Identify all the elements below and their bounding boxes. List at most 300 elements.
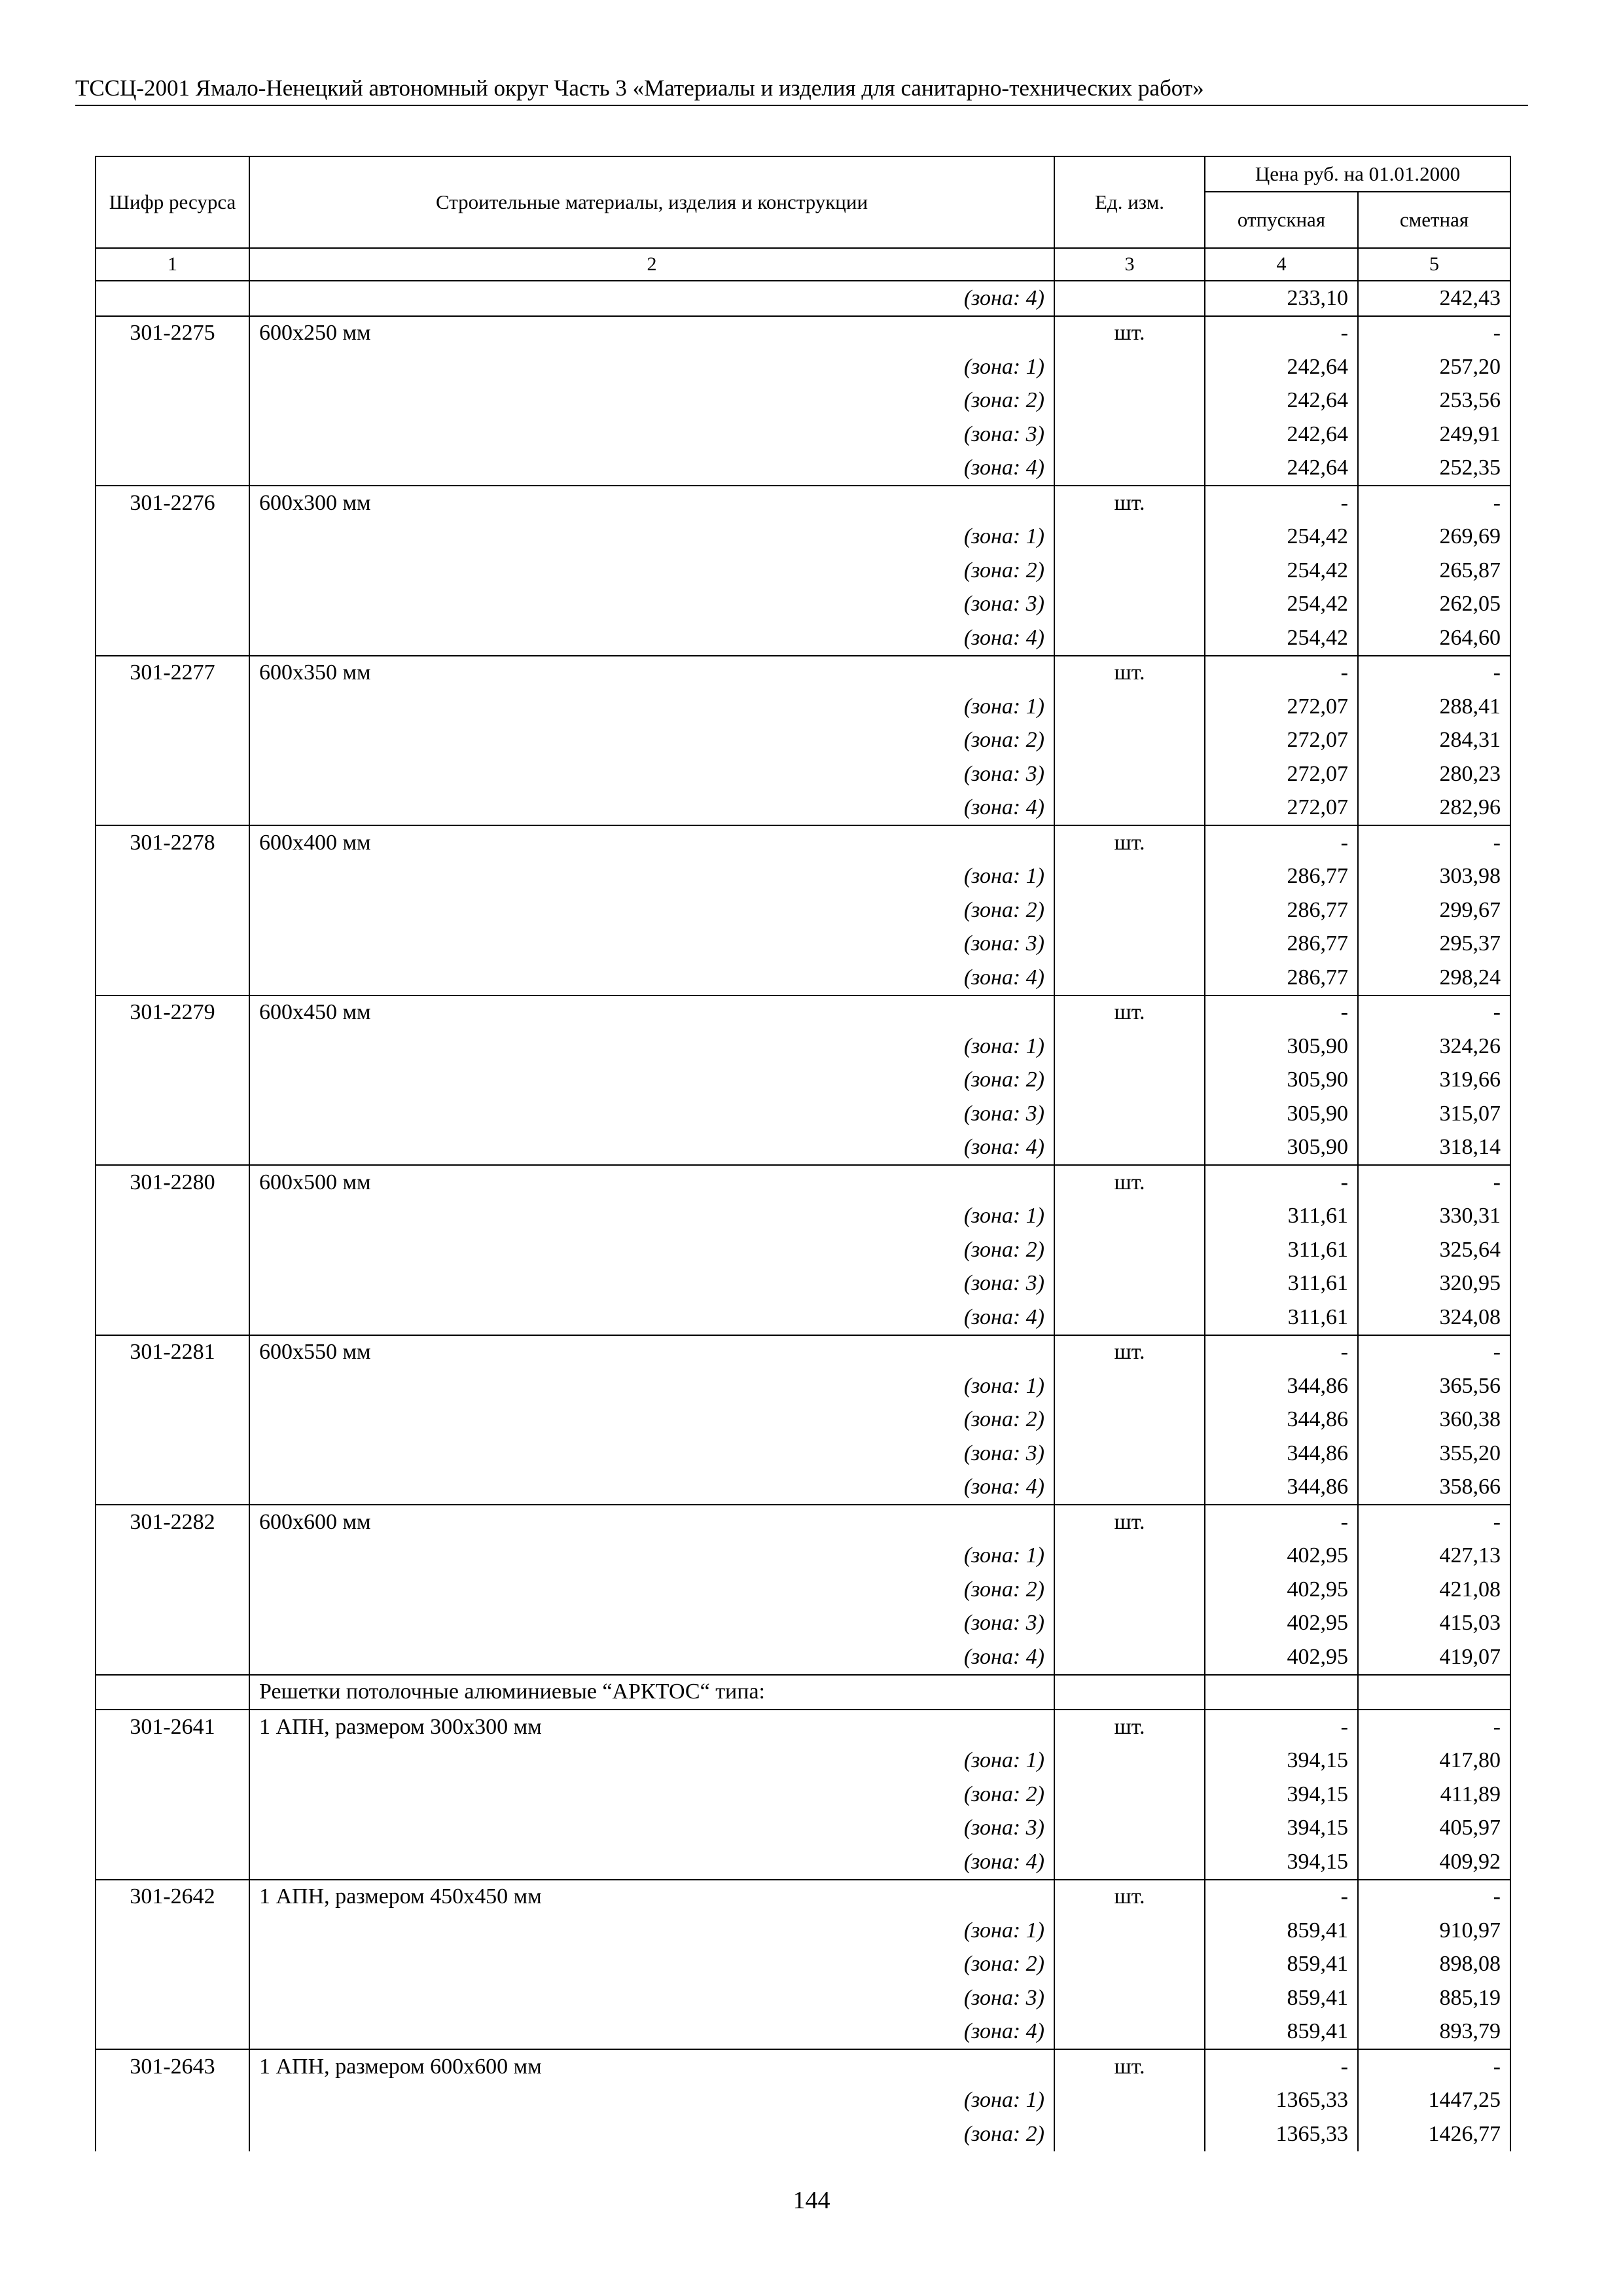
estimate-price-cell: -: [1358, 486, 1510, 520]
zone-label-cell: (зона: 4): [249, 2015, 1054, 2050]
resource-code-cell: [96, 350, 249, 384]
unit-cell: [1054, 1948, 1205, 1982]
resource-code-cell: [96, 1948, 249, 1982]
page-header-title: ТССЦ-2001 Ямало-Ненецкий автономный округ Часть 3 «Материалы и изделия для санитарно-технических работ»: [75, 73, 1528, 106]
zone-label-cell: (зона: 1): [249, 1030, 1054, 1064]
resource-code-cell: 301-2642: [96, 1880, 249, 1914]
resource-code-cell: [96, 1403, 249, 1437]
release-price-cell: -: [1205, 996, 1358, 1030]
unit-cell: [1054, 1812, 1205, 1846]
release-price-cell: 305,90: [1205, 1064, 1358, 1098]
release-price-cell: 859,41: [1205, 1914, 1358, 1948]
estimate-price-cell: 249,91: [1358, 418, 1510, 452]
resource-code-cell: 301-2641: [96, 1710, 249, 1744]
column-number: 2: [249, 248, 1054, 281]
resource-code-cell: [96, 554, 249, 588]
resource-code-cell: [96, 281, 249, 316]
unit-cell: шт.: [1054, 996, 1205, 1030]
release-price-cell: 344,86: [1205, 1369, 1358, 1403]
table-row: [96, 621, 1510, 656]
resource-code-cell: [96, 791, 249, 826]
release-price-cell: -: [1205, 1505, 1358, 1539]
unit-cell: [1054, 588, 1205, 622]
zone-label-cell: (зона: 3): [249, 1437, 1054, 1471]
table-row: [96, 893, 1510, 927]
release-price-cell: 233,10: [1205, 281, 1358, 316]
release-price-cell: 394,15: [1205, 1812, 1358, 1846]
unit-cell: [1054, 621, 1205, 656]
resource-code-cell: [96, 961, 249, 996]
resource-code-cell: [96, 1030, 249, 1064]
table-row: [96, 1505, 1510, 1539]
estimate-price-cell: -: [1358, 1505, 1510, 1539]
unit-cell: [1054, 554, 1205, 588]
release-price-cell: 394,15: [1205, 1778, 1358, 1812]
estimate-price-cell: 315,07: [1358, 1097, 1510, 1131]
resource-code-cell: [96, 1845, 249, 1880]
estimate-price-cell: -: [1358, 1165, 1510, 1200]
table-row: [96, 690, 1510, 724]
zone-label-cell: (зона: 4): [249, 1471, 1054, 1505]
zone-label-cell: (зона: 3): [249, 1267, 1054, 1301]
release-price-cell: 859,41: [1205, 1981, 1358, 2015]
release-price-cell: -: [1205, 1880, 1358, 1914]
resource-code-cell: [96, 2015, 249, 2050]
estimate-price-cell: 257,20: [1358, 350, 1510, 384]
group-title-cell: Решетки потолочные алюминиевые “АРКТОС“ типа:: [249, 1675, 1054, 1710]
estimate-price-cell: 265,87: [1358, 554, 1510, 588]
resource-code-cell: [96, 1812, 249, 1846]
resource-code-cell: 301-2280: [96, 1165, 249, 1200]
estimate-price-cell: 427,13: [1358, 1539, 1510, 1573]
zone-label-cell: (зона: 2): [249, 1573, 1054, 1607]
resource-code-cell: [96, 1744, 249, 1778]
unit-cell: [1054, 1131, 1205, 1166]
release-price-cell: 254,42: [1205, 621, 1358, 656]
resource-code-cell: [96, 520, 249, 554]
table-row: [96, 588, 1510, 622]
resource-code-cell: [96, 1573, 249, 1607]
resource-code-cell: [96, 1471, 249, 1505]
unit-cell: [1054, 384, 1205, 418]
zone-label-cell: (зона: 3): [249, 1981, 1054, 2015]
zone-label-cell: (зона: 2): [249, 384, 1054, 418]
unit-cell: шт.: [1054, 1710, 1205, 1744]
zone-label-cell: (зона: 2): [249, 893, 1054, 927]
table-row: [96, 350, 1510, 384]
table-row: [96, 1880, 1510, 1914]
unit-cell: [1054, 1675, 1205, 1710]
estimate-price-cell: -: [1358, 996, 1510, 1030]
unit-cell: [1054, 1097, 1205, 1131]
release-price-cell: 242,64: [1205, 452, 1358, 486]
table-row: [96, 486, 1510, 520]
estimate-price-cell: -: [1358, 1880, 1510, 1914]
resource-code-cell: [96, 384, 249, 418]
unit-cell: [1054, 1914, 1205, 1948]
unit-cell: [1054, 690, 1205, 724]
unit-cell: [1054, 2015, 1205, 2050]
resource-code-cell: [96, 1914, 249, 1948]
table-row: [96, 1710, 1510, 1744]
zone-label-cell: (зона: 1): [249, 1539, 1054, 1573]
table-row: [96, 452, 1510, 486]
resource-code-cell: [96, 1369, 249, 1403]
estimate-price-cell: 264,60: [1358, 621, 1510, 656]
zone-label-cell: (зона: 1): [249, 1744, 1054, 1778]
release-price-cell: 402,95: [1205, 1573, 1358, 1607]
resource-code-cell: [96, 1064, 249, 1098]
release-price-cell: 242,64: [1205, 384, 1358, 418]
table-body: [96, 281, 1510, 2151]
release-price-cell: 286,77: [1205, 893, 1358, 927]
estimate-price-cell: 324,08: [1358, 1300, 1510, 1335]
release-price-cell: 286,77: [1205, 927, 1358, 961]
unit-cell: [1054, 1607, 1205, 1641]
unit-cell: [1054, 1437, 1205, 1471]
unit-cell: шт.: [1054, 1505, 1205, 1539]
estimate-price-cell: 358,66: [1358, 1471, 1510, 1505]
resource-code-cell: [96, 927, 249, 961]
estimate-price-cell: -: [1358, 316, 1510, 351]
resource-code-cell: [96, 1640, 249, 1675]
zone-label-cell: (зона: 2): [249, 1948, 1054, 1982]
release-price-cell: 344,86: [1205, 1437, 1358, 1471]
estimate-price-cell: [1358, 1675, 1510, 1710]
release-price-cell: -: [1205, 1335, 1358, 1370]
unit-cell: [1054, 860, 1205, 894]
table-header-row: [96, 156, 1510, 192]
zone-label-cell: (зона: 3): [249, 757, 1054, 791]
unit-cell: [1054, 1369, 1205, 1403]
estimate-price-cell: 298,24: [1358, 961, 1510, 996]
price-table-container: [95, 156, 1510, 2151]
resource-code-cell: [96, 1267, 249, 1301]
resource-code-cell: [96, 452, 249, 486]
item-name-cell: 600х250 мм: [249, 316, 1054, 351]
unit-cell: шт.: [1054, 316, 1205, 351]
column-header-name: Строительные материалы, изделия и конструкции: [249, 156, 1054, 248]
column-header-unit: Ед. изм.: [1054, 156, 1205, 248]
unit-cell: [1054, 1200, 1205, 1234]
resource-code-cell: 301-2279: [96, 996, 249, 1030]
release-price-cell: 305,90: [1205, 1030, 1358, 1064]
estimate-price-cell: 330,31: [1358, 1200, 1510, 1234]
resource-code-cell: [96, 690, 249, 724]
table-row: [96, 1778, 1510, 1812]
resource-code-cell: [96, 1778, 249, 1812]
unit-cell: шт.: [1054, 1165, 1205, 1200]
table-row: [96, 1948, 1510, 1982]
estimate-price-cell: 320,95: [1358, 1267, 1510, 1301]
unit-cell: [1054, 452, 1205, 486]
table-row: [96, 1914, 1510, 1948]
estimate-price-cell: 318,14: [1358, 1131, 1510, 1166]
item-name-cell: 1 АПН, размером 450х450 мм: [249, 1880, 1054, 1914]
release-price-cell: 394,15: [1205, 1744, 1358, 1778]
zone-label-cell: (зона: 2): [249, 724, 1054, 758]
unit-cell: [1054, 1403, 1205, 1437]
unit-cell: [1054, 724, 1205, 758]
estimate-price-cell: 419,07: [1358, 1640, 1510, 1675]
estimate-price-cell: 262,05: [1358, 588, 1510, 622]
table-row: [96, 996, 1510, 1030]
release-price-cell: 272,07: [1205, 791, 1358, 826]
resource-code-cell: 301-2278: [96, 825, 249, 860]
column-number-row: [96, 248, 1510, 281]
item-name-cell: 1 АПН, размером 600х600 мм: [249, 2049, 1054, 2084]
unit-cell: [1054, 520, 1205, 554]
zone-label-cell: (зона: 4): [249, 1300, 1054, 1335]
table-row: [96, 281, 1510, 316]
release-price-cell: 311,61: [1205, 1233, 1358, 1267]
release-price-cell: [1205, 1675, 1358, 1710]
table-row: [96, 1131, 1510, 1166]
table-row: [96, 1744, 1510, 1778]
resource-code-cell: [96, 1981, 249, 2015]
item-name-cell: 600х400 мм: [249, 825, 1054, 860]
estimate-price-cell: 1447,25: [1358, 2084, 1510, 2118]
estimate-price-cell: 280,23: [1358, 757, 1510, 791]
item-name-cell: 600х600 мм: [249, 1505, 1054, 1539]
table-row: [96, 2117, 1510, 2151]
table-row: [96, 791, 1510, 826]
zone-label-cell: (зона: 4): [249, 621, 1054, 656]
estimate-price-cell: -: [1358, 1710, 1510, 1744]
table-row: [96, 1369, 1510, 1403]
zone-label-cell: (зона: 1): [249, 520, 1054, 554]
table-row: [96, 724, 1510, 758]
resource-code-cell: [96, 1131, 249, 1166]
resource-code-cell: [96, 1097, 249, 1131]
resource-code-cell: [96, 893, 249, 927]
table-row: [96, 1267, 1510, 1301]
zone-label-cell: (зона: 3): [249, 418, 1054, 452]
zone-label-cell: (зона: 4): [249, 1640, 1054, 1675]
estimate-price-cell: 288,41: [1358, 690, 1510, 724]
zone-label-cell: (зона: 4): [249, 961, 1054, 996]
resource-code-cell: [96, 418, 249, 452]
unit-cell: [1054, 1778, 1205, 1812]
release-price-cell: 402,95: [1205, 1539, 1358, 1573]
table-row: [96, 1097, 1510, 1131]
estimate-price-cell: 365,56: [1358, 1369, 1510, 1403]
item-name-cell: 1 АПН, размером 300х300 мм: [249, 1710, 1054, 1744]
unit-cell: [1054, 418, 1205, 452]
release-price-cell: 272,07: [1205, 724, 1358, 758]
estimate-price-cell: -: [1358, 825, 1510, 860]
unit-cell: [1054, 1539, 1205, 1573]
resource-code-cell: 301-2276: [96, 486, 249, 520]
release-price-cell: 311,61: [1205, 1300, 1358, 1335]
item-name-cell: 600х550 мм: [249, 1335, 1054, 1370]
resource-code-cell: [96, 1539, 249, 1573]
resource-code-cell: [96, 1233, 249, 1267]
resource-code-cell: 301-2281: [96, 1335, 249, 1370]
zone-label-cell: (зона: 1): [249, 1200, 1054, 1234]
zone-label-cell: (зона: 2): [249, 1403, 1054, 1437]
unit-cell: [1054, 791, 1205, 826]
estimate-price-cell: 405,97: [1358, 1812, 1510, 1846]
release-price-cell: -: [1205, 316, 1358, 351]
unit-cell: [1054, 1981, 1205, 2015]
release-price-cell: 344,86: [1205, 1471, 1358, 1505]
estimate-price-cell: 282,96: [1358, 791, 1510, 826]
unit-cell: [1054, 1267, 1205, 1301]
table-row: [96, 1064, 1510, 1098]
table-row: [96, 1437, 1510, 1471]
unit-cell: [1054, 1064, 1205, 1098]
zone-label-cell: (зона: 4): [249, 281, 1054, 316]
zone-label-cell: (зона: 1): [249, 350, 1054, 384]
estimate-price-cell: 409,92: [1358, 1845, 1510, 1880]
zone-label-cell: (зона: 1): [249, 1369, 1054, 1403]
table-row: [96, 1640, 1510, 1675]
table-row: [96, 554, 1510, 588]
unit-cell: [1054, 1471, 1205, 1505]
table-row: [96, 316, 1510, 351]
table-row: [96, 656, 1510, 691]
estimate-price-cell: 910,97: [1358, 1914, 1510, 1948]
unit-cell: шт.: [1054, 2049, 1205, 2084]
resource-code-cell: [96, 1607, 249, 1641]
estimate-price-cell: 893,79: [1358, 2015, 1510, 2050]
unit-cell: [1054, 1744, 1205, 1778]
zone-label-cell: (зона: 4): [249, 1131, 1054, 1166]
table-row: [96, 1200, 1510, 1234]
table-group-row: [96, 1675, 1510, 1710]
resource-code-cell: 301-2282: [96, 1505, 249, 1539]
unit-cell: [1054, 893, 1205, 927]
column-header-code: Шифр ресурса: [96, 156, 249, 248]
release-price-cell: 311,61: [1205, 1200, 1358, 1234]
unit-cell: [1054, 1300, 1205, 1335]
table-row: [96, 418, 1510, 452]
item-name-cell: 600х350 мм: [249, 656, 1054, 691]
release-price-cell: 272,07: [1205, 757, 1358, 791]
table-row: [96, 2049, 1510, 2084]
release-price-cell: 272,07: [1205, 690, 1358, 724]
resource-code-cell: 301-2275: [96, 316, 249, 351]
zone-label-cell: (зона: 1): [249, 690, 1054, 724]
release-price-cell: 311,61: [1205, 1267, 1358, 1301]
unit-cell: [1054, 1233, 1205, 1267]
estimate-price-cell: 284,31: [1358, 724, 1510, 758]
table-row: [96, 1165, 1510, 1200]
table-row: [96, 1573, 1510, 1607]
release-price-cell: -: [1205, 825, 1358, 860]
estimate-price-cell: 299,67: [1358, 893, 1510, 927]
estimate-price-cell: -: [1358, 656, 1510, 691]
zone-label-cell: (зона: 3): [249, 1097, 1054, 1131]
release-price-cell: -: [1205, 1165, 1358, 1200]
table-row: [96, 384, 1510, 418]
estimate-price-cell: 355,20: [1358, 1437, 1510, 1471]
unit-cell: [1054, 2117, 1205, 2151]
release-price-cell: 242,64: [1205, 418, 1358, 452]
column-number: 5: [1358, 248, 1510, 281]
zone-label-cell: (зона: 2): [249, 1064, 1054, 1098]
table-row: [96, 1845, 1510, 1880]
estimate-price-cell: 411,89: [1358, 1778, 1510, 1812]
unit-cell: [1054, 1030, 1205, 1064]
resource-code-cell: [96, 621, 249, 656]
estimate-price-cell: 898,08: [1358, 1948, 1510, 1982]
estimate-price-cell: 253,56: [1358, 384, 1510, 418]
zone-label-cell: (зона: 1): [249, 860, 1054, 894]
estimate-price-cell: 360,38: [1358, 1403, 1510, 1437]
estimate-price-cell: 324,26: [1358, 1030, 1510, 1064]
release-price-cell: 305,90: [1205, 1097, 1358, 1131]
item-name-cell: 600х500 мм: [249, 1165, 1054, 1200]
unit-cell: [1054, 927, 1205, 961]
zone-label-cell: (зона: 4): [249, 791, 1054, 826]
table-row: [96, 927, 1510, 961]
release-price-cell: 402,95: [1205, 1640, 1358, 1675]
release-price-cell: -: [1205, 656, 1358, 691]
table-row: [96, 825, 1510, 860]
table-row: [96, 2084, 1510, 2118]
column-number: 1: [96, 248, 249, 281]
estimate-price-cell: 325,64: [1358, 1233, 1510, 1267]
table-row: [96, 1300, 1510, 1335]
release-price-cell: 286,77: [1205, 961, 1358, 996]
zone-label-cell: (зона: 4): [249, 452, 1054, 486]
zone-label-cell: (зона: 1): [249, 2084, 1054, 2118]
release-price-cell: 402,95: [1205, 1607, 1358, 1641]
zone-label-cell: (зона: 4): [249, 1845, 1054, 1880]
unit-cell: [1054, 1573, 1205, 1607]
release-price-cell: 344,86: [1205, 1403, 1358, 1437]
unit-cell: шт.: [1054, 1880, 1205, 1914]
release-price-cell: 254,42: [1205, 588, 1358, 622]
zone-label-cell: (зона: 3): [249, 1812, 1054, 1846]
resource-code-cell: [96, 1675, 249, 1710]
estimate-price-cell: 242,43: [1358, 281, 1510, 316]
estimate-price-cell: 885,19: [1358, 1981, 1510, 2015]
release-price-cell: 1365,33: [1205, 2084, 1358, 2118]
unit-cell: [1054, 281, 1205, 316]
table-row: [96, 1471, 1510, 1505]
table-row: [96, 1607, 1510, 1641]
zone-label-cell: (зона: 2): [249, 1778, 1054, 1812]
unit-cell: [1054, 2084, 1205, 2118]
column-header-release: отпускная: [1205, 192, 1358, 248]
unit-cell: [1054, 1640, 1205, 1675]
resource-code-cell: 301-2277: [96, 656, 249, 691]
unit-cell: шт.: [1054, 656, 1205, 691]
estimate-price-cell: -: [1358, 2049, 1510, 2084]
table-row: [96, 757, 1510, 791]
release-price-cell: 394,15: [1205, 1845, 1358, 1880]
unit-cell: [1054, 757, 1205, 791]
zone-label-cell: (зона: 3): [249, 1607, 1054, 1641]
resource-code-cell: [96, 588, 249, 622]
estimate-price-cell: 252,35: [1358, 452, 1510, 486]
item-name-cell: 600х450 мм: [249, 996, 1054, 1030]
unit-cell: [1054, 1845, 1205, 1880]
resource-code-cell: [96, 724, 249, 758]
resource-code-cell: 301-2643: [96, 2049, 249, 2084]
table-row: [96, 1030, 1510, 1064]
estimate-price-cell: 421,08: [1358, 1573, 1510, 1607]
zone-label-cell: (зона: 1): [249, 1914, 1054, 1948]
item-name-cell: 600х300 мм: [249, 486, 1054, 520]
estimate-price-cell: -: [1358, 1335, 1510, 1370]
release-price-cell: 242,64: [1205, 350, 1358, 384]
estimate-price-cell: 1426,77: [1358, 2117, 1510, 2151]
release-price-cell: 305,90: [1205, 1131, 1358, 1166]
